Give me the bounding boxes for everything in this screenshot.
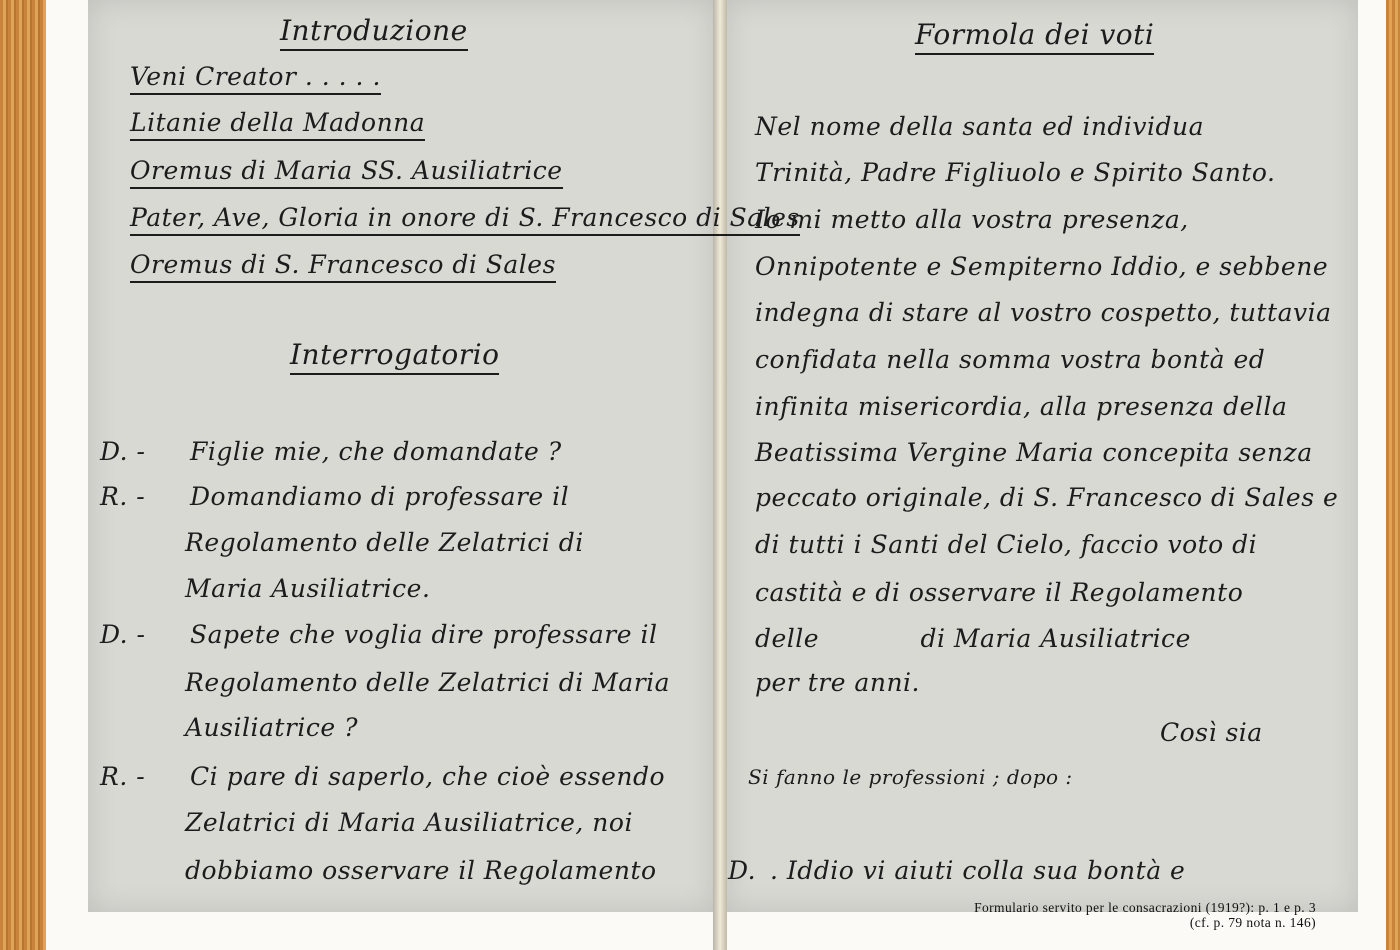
vow-line: indegna di stare al vostro cospetto, tuttavia (755, 298, 1332, 327)
dialogue-line: dobbiamo osservare il Regolamento (185, 856, 657, 885)
dialogue-speaker: D. (728, 856, 757, 885)
vow-line: infinita misericordia, alla presenza della (755, 392, 1288, 421)
closing: Così sia (1160, 718, 1263, 747)
dialogue-line: Maria Ausiliatrice. (185, 574, 431, 603)
vow-line: peccato originale, di S. Francesco di Sales e (755, 483, 1339, 512)
dialogue-line: Figlie mie, che domandate ? (190, 437, 562, 466)
dialogue-line: . Iddio vi aiuti colla sua bontà e (770, 856, 1186, 885)
caption-line-2: (cf. p. 79 nota n. 146) (1189, 915, 1316, 930)
vow-line: castità e di osservare il Regolamento (755, 578, 1244, 607)
dialogue-speaker: R. - (100, 482, 146, 511)
book-edge-right (1386, 0, 1400, 950)
left-subtitle: Interrogatorio (290, 338, 499, 375)
dialogue-line: Zelatrici di Maria Ausiliatrice, noi (185, 808, 633, 837)
intro-list-item: Litanie della Madonna (130, 108, 425, 141)
vow-line: di tutti i Santi del Cielo, faccio voto di (755, 530, 1258, 559)
dialogue-line: Regolamento delle Zelatrici di Maria (185, 668, 671, 697)
intro-list-item: Oremus di Maria SS. Ausiliatrice (130, 156, 563, 189)
dialogue-line: Sapete che voglia dire professare il (190, 620, 658, 649)
left-title: Introduzione (280, 14, 468, 51)
vow-line: Beatissima Vergine Maria concepita senza (755, 438, 1313, 467)
dialogue-speaker: D. - (100, 437, 146, 466)
book-gutter (713, 0, 727, 950)
dialogue-line: Ausiliatrice ? (185, 713, 359, 742)
intro-list-item: Pater, Ave, Gloria in onore di S. Francesco di Sales (130, 203, 800, 236)
dialogue-speaker: D. - (100, 620, 146, 649)
vow-line: Trinità, Padre Figliuolo e Spirito Santo. (755, 158, 1276, 187)
vow-line: Onnipotente e Sempiterno Iddio, e sebbene (755, 252, 1329, 281)
vow-line: confidata nella somma vostra bontà ed (755, 345, 1266, 374)
intro-list-item: Veni Creator . . . . . (130, 62, 381, 95)
intro-list-item: Oremus di S. Francesco di Sales (130, 250, 556, 283)
dialogue-line: Regolamento delle Zelatrici di (185, 528, 584, 557)
vow-line: Io mi metto alla vostra presenza, (755, 205, 1189, 234)
dialogue-line: Domandiamo di professare il (190, 482, 570, 511)
vow-line: per tre anni. (755, 668, 920, 697)
figure-caption (942, 900, 1316, 930)
dialogue-speaker: R. - (100, 762, 146, 791)
after-note: Si fanno le professioni ; dopo : (748, 765, 1073, 789)
vow-line: Nel nome della santa ed individua (755, 112, 1205, 141)
right-title: Formola dei voti (915, 18, 1154, 55)
vow-line: delle di Maria Ausiliatrice (755, 624, 1191, 653)
dialogue-line: Ci pare di saperlo, che cioè essendo (190, 762, 666, 791)
book-edge-left (0, 0, 46, 950)
caption-line-1: Formulario servito per le consacrazioni (1919?): p. 1 e p. 3 (974, 900, 1316, 915)
